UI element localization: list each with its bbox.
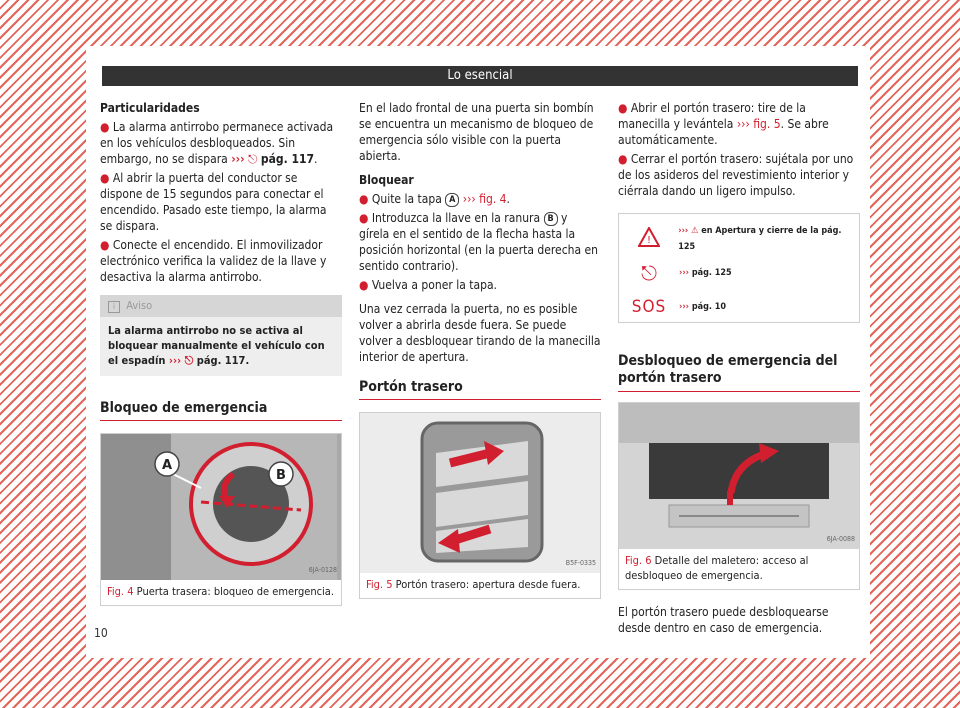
figure-6-caption: Fig. 6 Detalle del maletero: acceso al desbloqueo de emergencia. bbox=[625, 554, 809, 582]
section-bloqueo: Bloqueo de emergencia bbox=[100, 400, 342, 421]
ref-row-warning: ! ››› ⚠ en Apertura y cierre de la pág. 125 bbox=[619, 222, 859, 256]
fig5-link[interactable]: fig. 5 bbox=[753, 117, 781, 131]
bullet-ignition: ● Conecte el encendido. El inmovilizador electrónico verifica la validez de la llave y desactiva la alarma antirrobo. bbox=[100, 238, 327, 284]
section-porton: Portón trasero bbox=[359, 379, 601, 400]
section-desbloqueo: Desbloqueo de emergencia del portón trasero bbox=[618, 353, 860, 392]
fig5-code: B5F-0335 bbox=[565, 559, 596, 567]
intro-paragraph: En el lado frontal de una puerta sin bombín se encuentra un mecanismo de bloqueo de emergencia sólo visible con la puerta abierta. bbox=[359, 101, 594, 163]
fig4-label-a: A bbox=[161, 458, 173, 473]
info-icon: i bbox=[108, 301, 120, 313]
closed-door-paragraph: Una vez cerrada la puerta, no es posible volver a abrirla desde fuera. Se puede volver a desbloquear tirando de la manecilla interior de apertura. bbox=[359, 302, 601, 364]
bloquear-heading: Bloquear bbox=[359, 173, 414, 187]
fig4-link[interactable]: fig. 4 bbox=[479, 192, 507, 206]
particularidades-heading: Particularidades bbox=[100, 101, 200, 115]
page-number: 10 bbox=[94, 626, 108, 640]
fig4-label-b: B bbox=[276, 468, 286, 483]
bullet-driver-door: ● Al abrir la puerta del conductor se dispone de 15 segundos para conectar el encendido. Pasado este tiempo, la alarma se dispara. bbox=[100, 171, 327, 233]
fig6-code: 6JA-0088 bbox=[826, 535, 855, 543]
column-2 bbox=[359, 100, 601, 599]
column-1 bbox=[100, 100, 342, 606]
column-3 bbox=[618, 100, 860, 644]
door-lock-illustration bbox=[101, 434, 337, 580]
emergency-unlock-paragraph: El portón trasero puede desbloquearse desde dentro en caso de emergencia. bbox=[618, 605, 829, 635]
note-box bbox=[100, 295, 342, 376]
bullet-open-tailgate: ● Abrir el portón trasero: tire de la manecilla y levántela ››› fig. 5. Se abre automáticamente. bbox=[618, 101, 829, 147]
fig4-code: 6JA-0128 bbox=[308, 566, 337, 574]
figure-6-image bbox=[619, 403, 859, 549]
bullet-remove-cap: ● Quite la tapa A ››› fig. 4. bbox=[359, 192, 510, 206]
figure-4 bbox=[100, 433, 342, 606]
warning-icon bbox=[619, 227, 678, 251]
page bbox=[86, 46, 870, 658]
letter-b-marker: B bbox=[544, 212, 558, 226]
bullet-replace-cap: ● Vuelva a poner la tapa. bbox=[359, 278, 497, 292]
letter-a-marker: A bbox=[445, 193, 459, 207]
figure-4-image bbox=[101, 434, 341, 580]
trunk-illustration bbox=[619, 403, 859, 549]
figure-5-image bbox=[360, 413, 600, 573]
figure-6 bbox=[618, 402, 860, 590]
seat-logo-illustration bbox=[360, 413, 600, 573]
figure-5 bbox=[359, 412, 601, 599]
figure-4-caption: Fig. 4 Puerta trasera: bloqueo de emergencia. bbox=[107, 585, 335, 598]
ref-row-book: ⎋ ››› pág. 125 bbox=[619, 256, 859, 290]
bullet-close-tailgate: ● Cerrar el portón trasero: sujétala por uno de los asideros del revestimiento interior y ciérrala dando un ligero impulso. bbox=[618, 152, 854, 198]
bullet-alarm: ● La alarma antirrobo permanece activada en los vehículos desbloqueados. Sin embargo, no se dispara ››› ⎋ pág. 117. bbox=[100, 120, 334, 166]
sos-icon: SOS bbox=[631, 297, 667, 317]
note-header: i Aviso bbox=[100, 295, 342, 317]
svg-text:!: ! bbox=[646, 235, 651, 246]
reference-box bbox=[618, 213, 860, 323]
book-icon: ⎋ bbox=[641, 261, 657, 285]
bullet-insert-key: ● Introduzca la llave en la ranura B y gírela en el sentido de la flecha hasta la posición horizontal (en la puerta derecha en sentido contrario). bbox=[359, 211, 599, 273]
ref-row-sos: SOS ››› pág. 10 bbox=[619, 290, 859, 324]
book-icon: ⎋ bbox=[184, 354, 194, 367]
figure-5-caption: Fig. 5 Portón trasero: apertura desde fuera. bbox=[366, 578, 581, 591]
book-icon: ⎋ bbox=[247, 152, 258, 166]
page-header: Lo esencial bbox=[102, 66, 858, 86]
note-body: La alarma antirrobo no se activa al bloquear manualmente el vehículo con el espadín ››› ⎋ pág. 117. bbox=[108, 324, 325, 367]
